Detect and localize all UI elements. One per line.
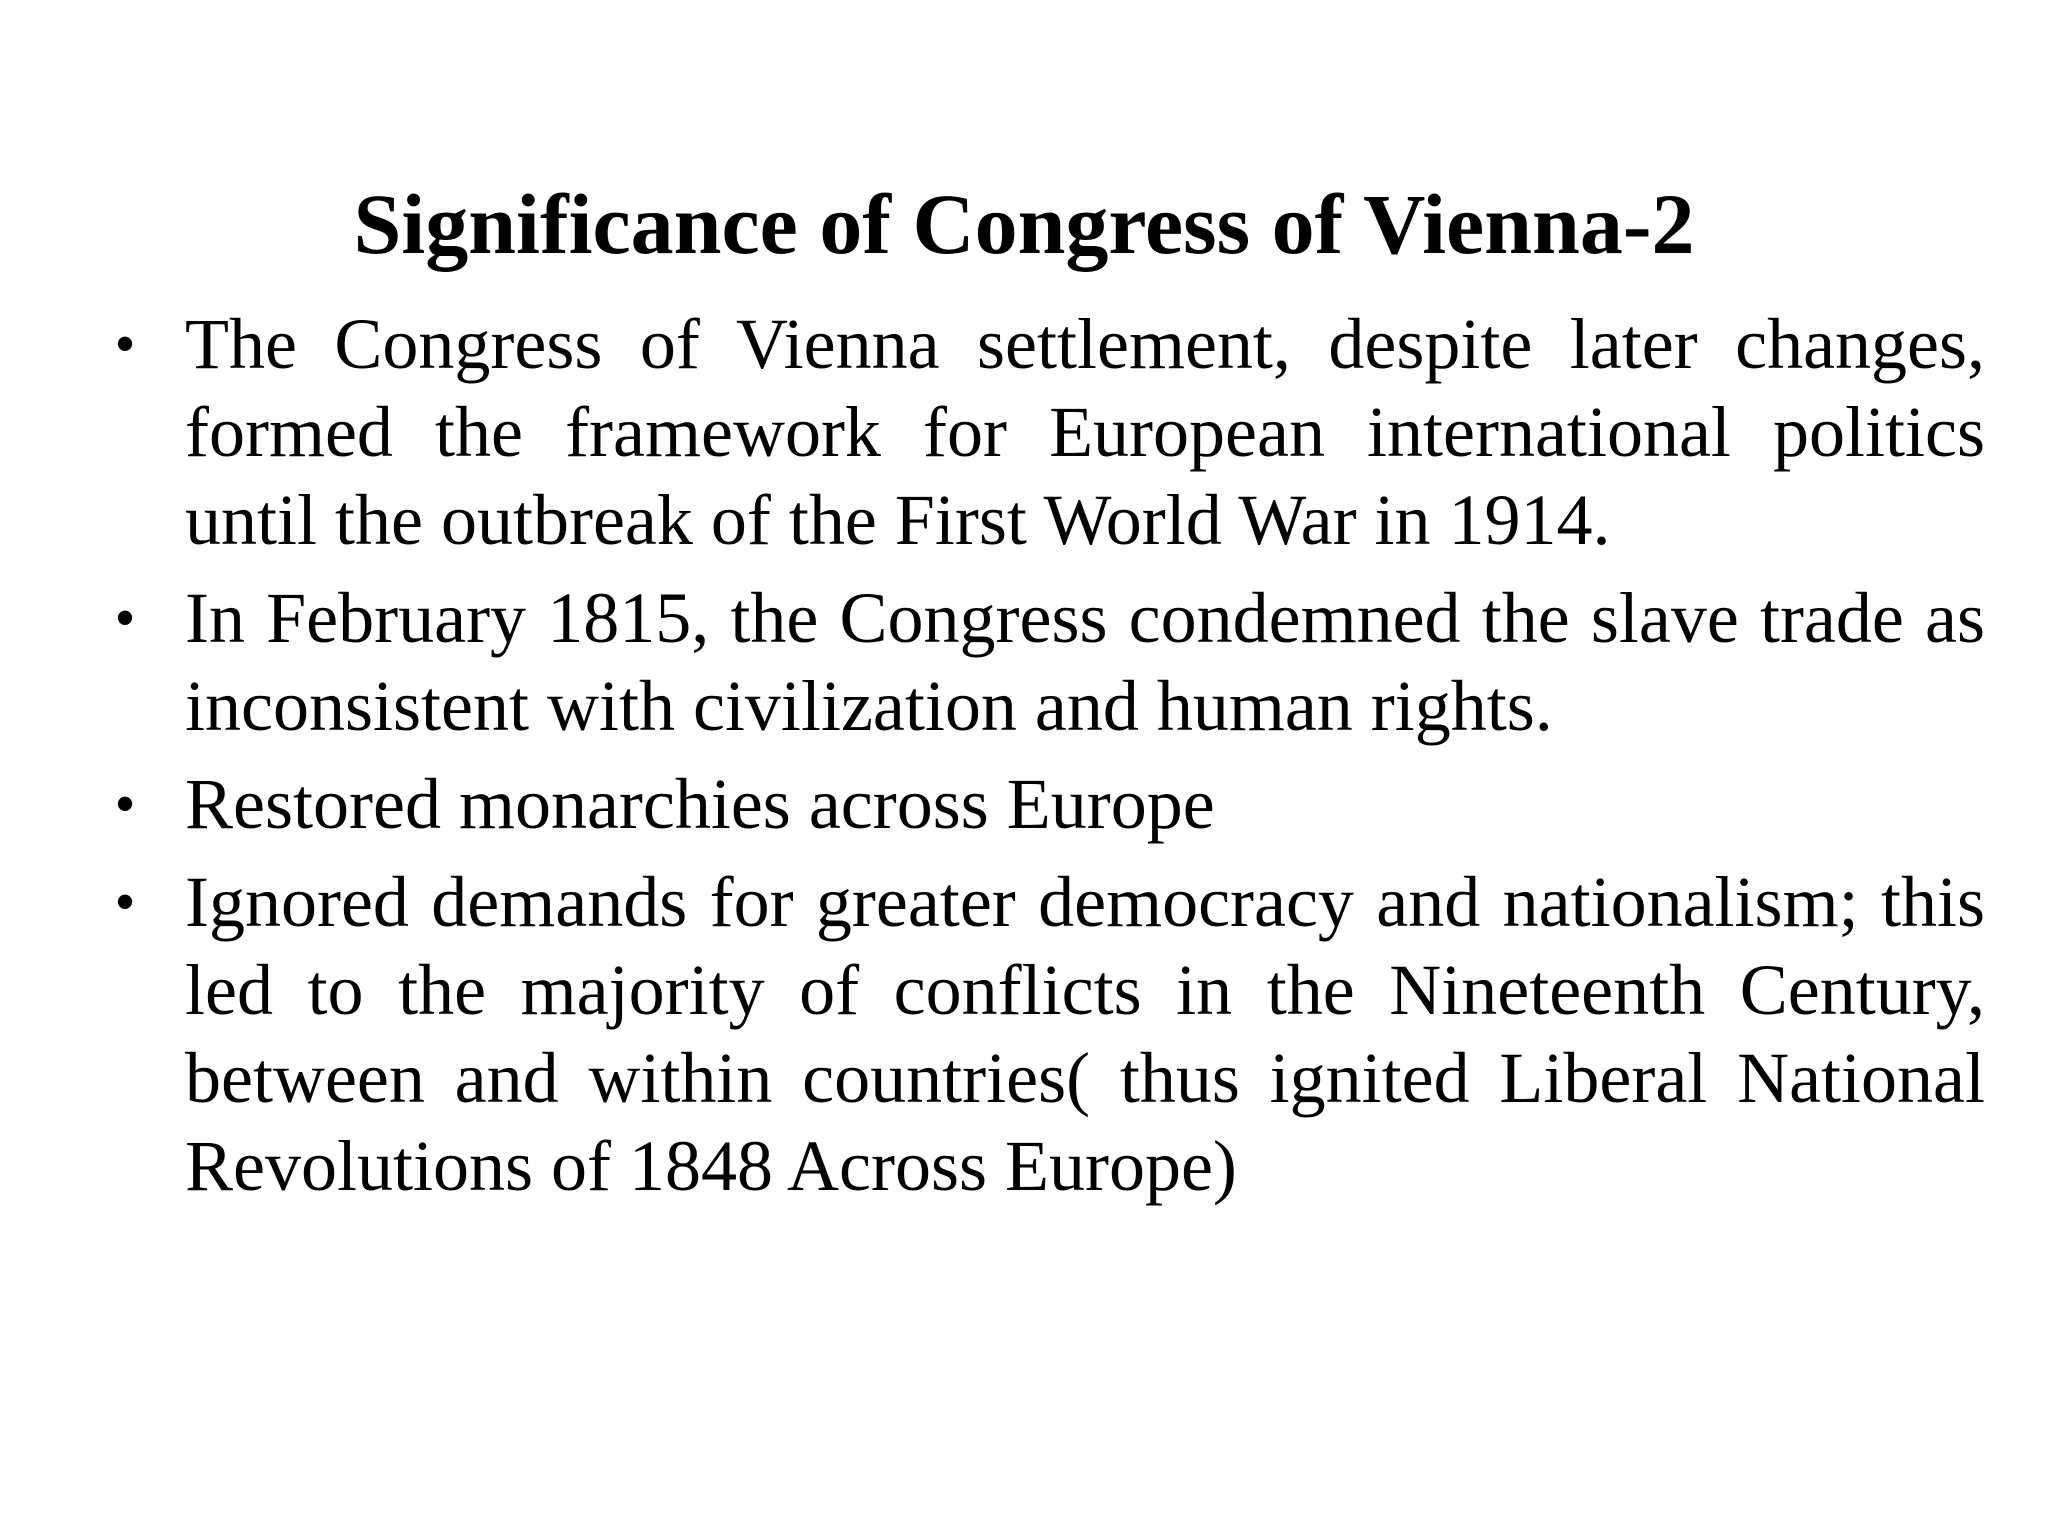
bullet-item-nationalism [105, 858, 1985, 1210]
bullet-dot-icon: • [114, 311, 136, 377]
bullet-text: In February 1815, the Congress condemned the slave trade as inconsistent with civilization and human rights. [185, 578, 1985, 746]
slide-title: Significance of Congress of Vienna-2 [353, 176, 1695, 272]
bullet-list [105, 300, 1985, 1220]
bullet-dot-icon: • [114, 771, 136, 837]
bullet-item-slave-trade [105, 574, 1985, 750]
bullet-dot-icon: • [114, 585, 136, 651]
bullet-text: Restored monarchies across Europe [185, 764, 1215, 844]
bullet-text: The Congress of Vienna settlement, despite later changes, formed the framework for European international politics until the outbreak of the First World War in 1914. [185, 304, 1985, 560]
bullet-dot-icon: • [114, 869, 136, 935]
bullet-item-settlement [105, 300, 1985, 564]
bullet-item-monarchies [105, 760, 1985, 848]
bullet-text: Ignored demands for greater democracy and nationalism; this led to the majority of conflicts in the Nineteenth Century, between and within countries( thus ignited Liberal National Revolutions of 1848 Across Europe) [185, 862, 1985, 1206]
